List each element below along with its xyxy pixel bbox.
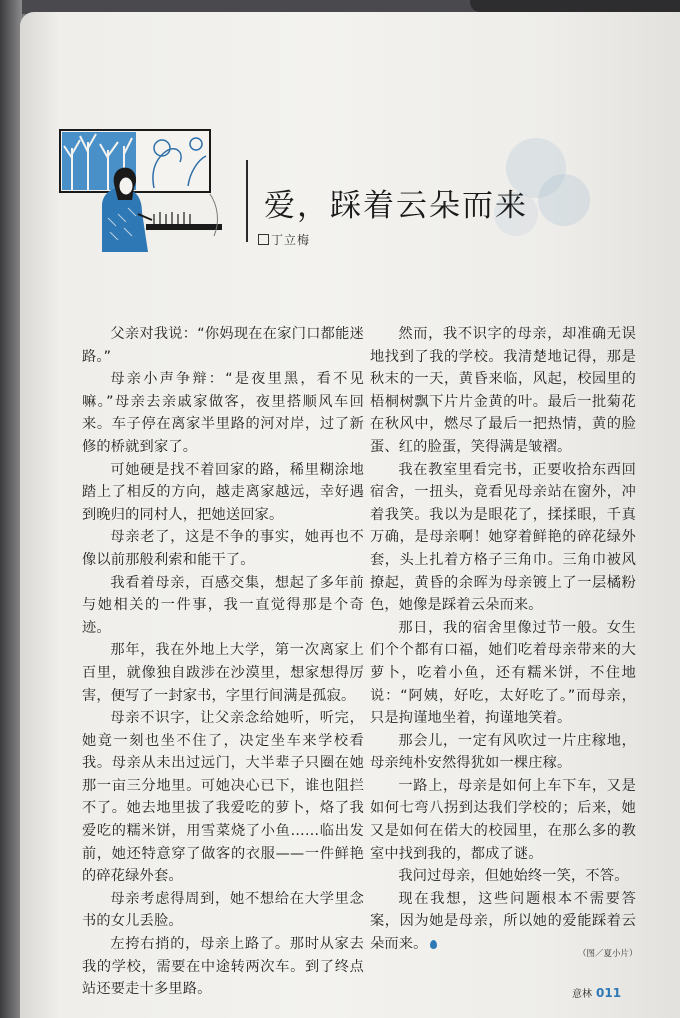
article-title: 爱，踩着云朵而来 (264, 188, 528, 224)
paragraph-last (370, 888, 636, 956)
author-line (258, 231, 310, 248)
page-shadow (0, 0, 22, 1018)
paragraph: 母亲不识字，让父亲念给她听，听完，她竟一刻也坐不住了，决定坐车来学校看我。母亲从未出过远门，大半辈子只圈在她那一亩三分地里。可她决心已下，谁也阻拦不了。她去地里拔了我爱吃的萝卜，烙了我爱吃的糯米饼，用雪菜烧了小鱼……临出发前，她还特意穿了做客的衣服——一件鲜艳的碎花绿外套。 (82, 710, 364, 885)
paragraph: 然而，我不识字的母亲，却准确无误地找到了我的学校。我清楚地记得，那是秋末的一天，黄昏来临，风起，校园里的梧桐树飘下片片金黄的叶。最后一批菊花在秋风中，燃尽了最后一把热情，黄的脸蛋、红的脸蛋，笑得满是皱褶。 (370, 326, 636, 455)
end-mark-icon (430, 940, 437, 949)
page-number: 011 (596, 986, 622, 1000)
header-illustration (58, 128, 224, 252)
author-box-icon (258, 234, 269, 245)
paragraph: 我问过母亲，但她始终一笑，不答。 (398, 868, 629, 885)
paragraph: 左挎右捎的，母亲上路了。那时从家去我的学校，需要在中途转两次车。到了终点站还要走十多里路。 (82, 936, 364, 998)
paragraph: 那日，我的宿舍里像过节一般。女生们个个都有口福，她们吃着母亲带来的大萝卜，吃着小鱼，还有糯米饼，不住地说：“阿姨，好吃，太好吃了。”而母亲，只是拘谨地坐着，拘谨地笑着。 (370, 619, 636, 727)
paragraph: 那年，我在外地上大学，第一次离家上百里，就像独自跋涉在沙漠里，想家想得厉害，便写了一封家书，字里行间满是孤寂。 (82, 642, 364, 704)
paragraph: 那会儿，一定有风吹过一片庄稼地，母亲纯朴安然得犹如一棵庄稼。 (370, 732, 636, 772)
paragraph: 母亲考虑得周到，她不想给在大学里念书的女儿丢脸。 (82, 890, 364, 930)
background-object (470, 0, 680, 12)
page-footer (572, 985, 621, 1000)
paragraph: 一路上，母亲是如何上车下车，又是如何七弯八拐到达我们学校的；后来，她又是如何在偌大的校园里，在那么多的教室中找到我的，都成了谜。 (370, 777, 636, 862)
paragraph: 我在教室里看完书，正要收拾东西回宿舍，一扭头，竟看见母亲站在窗外，冲着我笑。我以为是眼花了，揉揉眼，千真万确，是母亲啊！她穿着鲜艳的碎花绿外套，头上扎着方格子三角巾。三角巾被风撩起，黄昏的余晖为母亲镀上了一层橘粉色，她像是踩着云朵而来。 (370, 461, 636, 614)
paragraph: 可她硬是找不着回家的路，稀里糊涂地踏上了相反的方向，越走离家越远，幸好遇到晚归的同村人，把她送回家。 (82, 461, 364, 523)
illustration-credit: （图／夏小片） (578, 949, 638, 959)
magazine-logo: 意林 (572, 989, 592, 1000)
title-divider (246, 160, 248, 242)
paragraph-text: 现在我想，这些问题根本不需要答案，因为她是母亲，所以她的爱能踩着云朵而来。 (370, 890, 636, 953)
author-name: 丁立梅 (271, 233, 311, 247)
article-column-right (370, 323, 636, 956)
paragraph: 我看着母亲，百感交集，想起了多年前与她相关的一件事，我一直觉得那是个奇迹。 (82, 574, 364, 636)
article-column-left (82, 323, 364, 1001)
paragraph: 母亲老了，这是不争的事实，她再也不像以前那般利索和能干了。 (82, 529, 364, 568)
paragraph: 母亲小声争辩：“是夜里黑，看不见嘛。”母亲去亲戚家做客，夜里搭顺风车回来。车子停在离家半里路的河对岸，过了新修的桥就到家了。 (82, 371, 364, 455)
paragraph: 父亲对我说：“你妈现在在家门口都能迷路。” (82, 326, 364, 365)
